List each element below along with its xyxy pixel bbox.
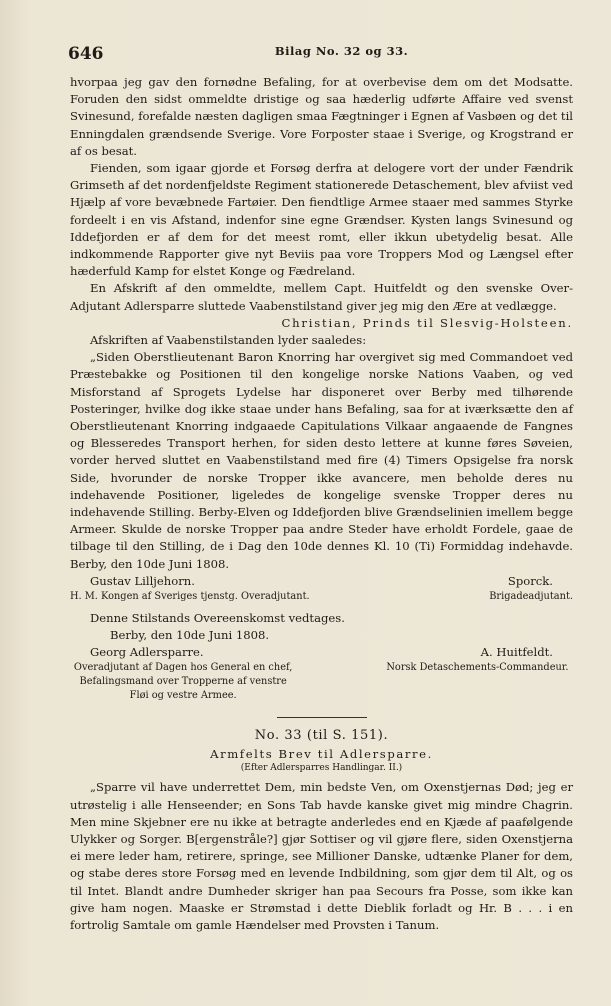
running-title: Bilag No. 32 og 33. bbox=[274, 44, 409, 58]
signatory-name: Gustav Lilljehorn. bbox=[90, 573, 195, 588]
page-header bbox=[70, 44, 573, 68]
paragraph: Afskriften af Vaabenstilstanden lyder saaledes: bbox=[90, 333, 367, 348]
signature-title-row bbox=[70, 661, 573, 703]
signature-row bbox=[70, 644, 573, 661]
signatory-title: H. M. Kongen af Sveriges tjenstg. Overadjutant. bbox=[70, 590, 310, 602]
paragraph: Fienden, som igaar gjorde et Forsøg derfra at delogere vort der under Fændrik Grimseth af det nordenfjeldste Regiment stationerede Detaschement, blev afviist ved Hjælp af vore bevæbnede Fartøier. Den fiendtlige Armee staaer med sammes Styrke fordeelt i en vis Afstand, indenfor sine egne Grændser. Kysten langs Svinesund og Iddefjorden er af dem for det meest romt, eller ikkun ubetydelig besat. Alle indkommende Rapporter give nyt Beviis paa vore Troppers Mod og Længsel efter hæderfuld Kamp for elstet Konge og Fædreland. bbox=[70, 161, 573, 279]
source-note: (Efter Adlersparres Handlingar. II.) bbox=[240, 763, 403, 774]
section-divider bbox=[277, 717, 367, 718]
signature-title-row bbox=[70, 590, 573, 604]
section-subtitle: Armfelts Brev til Adlersparre. bbox=[210, 747, 433, 762]
signatory-title: Brigadeadjutant. bbox=[489, 590, 573, 602]
paragraph: hvorpaa jeg gav den fornødne Befaling, for at overbevise dem om det Modsatte. Foruden den sidst ommeldte dristige og saa hæderlig udførte Affaire ved svenst Svinesund, forefalde næsten dagligen smaa Fægtninger i Egnen af Vasbøen og det til Enningdalen grændsende Sverige. Vore Forposter staae i Sverige, og Krogstrand er af os besat. bbox=[70, 75, 573, 158]
signature: Christian, Prinds til Slesvig-Holsteen. bbox=[281, 315, 573, 330]
paragraph: En Afskrift af den ommeldte, mellem Capt. Huitfeldt og den svenske Over-Adjutant Adlersparre sluttede Vaabenstilstand giver jeg mig den Ære at vedlægge. bbox=[70, 281, 573, 313]
place-date: Berby, den 10de Juni 1808. bbox=[110, 628, 270, 643]
letter-body: „Sparre vil have underrettet Dem, min bedste Ven, om Oxenstjernas Død; jeg er utrøstelig i alle Henseender; en Sons Tab havde kanske givet mig mindre Chagrin. Men mine Skjebner ere nu ikke at betragte anderledes end en Kjæde af paafølgende Ulykker og Sorger. B[ergenstråle?] gjør Sottiser og vil gjøre flere, siden Oxenstjerna ei mere leder ham, retirere, springe, see Millioner Danske, udtænke Planer for dem, og stabe deres store Forsøg med en levende Indbildning, som gjør dem til Alt, og os til Intet. Blandt andre Dumheder skriger han paa Secours fra Posse, som ikke kan give ham nogen. Maaske er Strømstad i dette Dieblik forladt og Hr. B . . . i en fortrolig Samtale om gamle Hændelser med Provsten i Tanum. bbox=[70, 780, 573, 932]
signature-row bbox=[70, 573, 573, 590]
signatory-title: Overadjutant af Dagen hos General en chef, Befalingsmand over Tropperne af venstre Fløi og vestre Armee. bbox=[73, 662, 293, 702]
signatory-name: A. Huitfeldt. bbox=[480, 645, 553, 660]
paragraph: Denne Stilstands Overeenskomst vedtages. bbox=[90, 610, 345, 625]
signatory-name: Georg Adlersparre. bbox=[90, 645, 204, 660]
quoted-armistice-text: „Siden Oberstlieutenant Baron Knorring har overgivet sig med Commandoet ved Præstebakke og Positionen til den kongelige norske Nations Vaaben, og ved Misforstand af Sprogets Lydelse har disponeret over Berby med tilhørende Posteringer, hvilke dog ikke staae under hans Befaling, saa for at iværksætte den af Oberstlieutenant Knorring indgaaede Capitulations Vilkaar angaaende de Fangnes og Blesseredes Transport herhen, for siden desto lettere at kunne føres Søveien, vorder herved sluttet en Vaabenstilstand med fire (4) Timers Opsigelse fra norsk Side, hvorunder de norske Tropper ikke avancere, men beholde deres nu indehavende Positioner, ligeledes de kongelige svenske Tropper deres nu indehavende Stilling. Berby-Elven og Iddefjorden blive Grændselinien imellem begge Armeer. Skulde de norske Tropper paa andre Steder have erholdt Fordele, gaae de tilbage til den Stilling, de i Dag den 10de dennes Kl. 10 (Ti) Formiddag indehavde. Berby, den 10de Juni 1808. bbox=[70, 350, 573, 571]
section-title: No. 33 (til S. 151). bbox=[254, 728, 389, 744]
page-number: 646 bbox=[68, 44, 104, 64]
signatory-title: Norsk Detaschements-Commandeur. bbox=[386, 662, 569, 674]
signatory-name: Sporck. bbox=[507, 573, 553, 588]
